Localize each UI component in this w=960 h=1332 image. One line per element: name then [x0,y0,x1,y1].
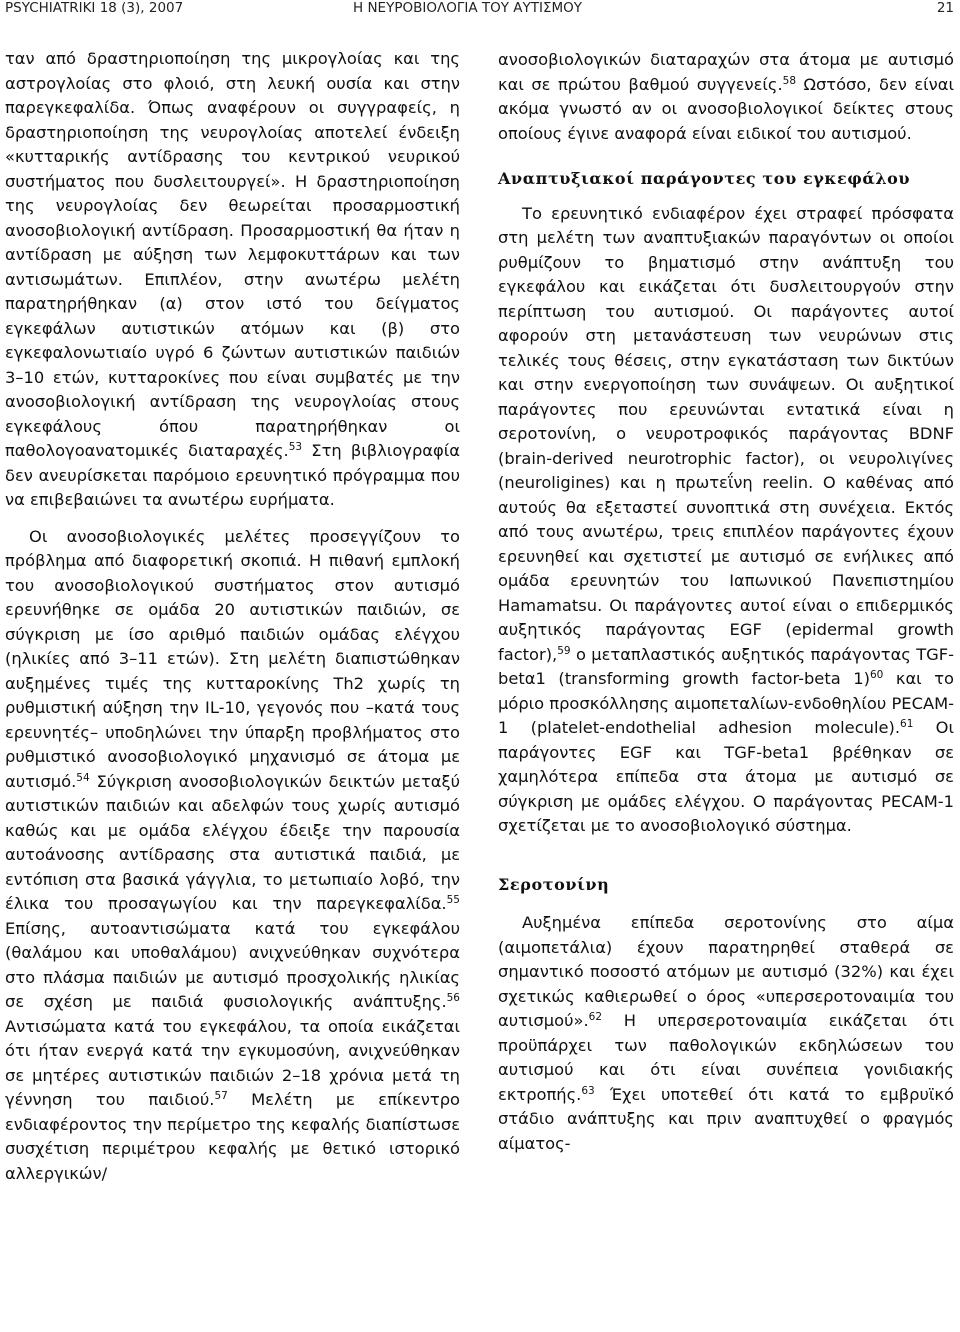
paragraph-text: Μελέτη με επίκεντρο ενδιαφέροντος την περίμετρο της κεφαλής διαπίστωσε συσχέτιση περιμέτρου κεφαλής με θετικό ιστορικό αλλεργικών/ [5,1090,461,1183]
paragraph-text: ανοσοβιολογικών διαταραχών στα άτομα με αυτισμό και σε πρώτου βαθμού συγγενείς. [498,50,954,94]
right-column [498,48,954,1156]
reference-marker: 60 [869,669,884,681]
paragraph-text: Οι ανοσοβιολογικές μελέτες προσεγγίζουν το πρόβλημα από διαφορετική σκοπιά. Η πιθανή εμπλοκή του ανοσοβιολογικού συστήματος στον αυτισμό ερευνήθηκε σε ομάδα 20 αυτιστικών παιδιών, σε σύγκριση με ίσο αριθμό παιδιών ομάδας ελέγχου (ηλικίες από 3–11 ετών). Στη μελέτη διαπιστώθηκαν αυξημένες τιμές της κυτταροκίνης Th2 χωρίς τη ρυθμιστική αύξηση την IL-10, γεγονός που –κατά τους ερευνητές– υποδηλώνει την ύπαρξη προβλήματος στο ρυθμιστικό ανοσοβιολογικό μηχανισμό σε άτομα με αυτισμό. [5,526,460,791]
paragraph-text: Η υπερσεροτοναιμία εικάζεται ότι προϋπάρχει των παθολογικών εκδηλώσεων του αυτισμού και ότι είναι συνέπεια γονιδιακής εκτροπής. [498,1011,954,1104]
paragraph-text: Οι παράγοντες EGF και TGF-beta1 βρέθηκαν σε χαμηλότερα επίπεδα στα άτομα με αυτισμό σε σύγκριση με ομάδες ελέγχου. Ο παράγοντας PECAM-1 σχετίζεται με το ανοσοβιολογικό σύστημα. [498,718,954,835]
page-number: 21 [936,0,954,16]
paragraph-immunology [5,525,460,1187]
paragraph-text: ταν από δραστηριοποίηση της μικρογλοίας και της αστρογλοίας στο φλοιό, στη λευκή ουσία και στην παρεγκεφαλίδα. Όπως αναφέρουν οι συγγραφείς, η δραστηριοποίηση της νευρογλοίας αποτελεί ένδειξη «κυτταρικής αντίδρασης του κεντρικού νευρικού συστήματος που δυσλειτουργεί». Η δραστηριοποίηση της νευρογλοίας δεν θεωρείται προσαρμοστική ανοσοβιολογική αντίδραση. Προσαρμοστική θα ήταν η αντίδραση με αύξηση των λεμφοκυττάρων και των αντισωμάτων. Επιπλέον, στην ανωτέρω μελέτη παρατηρήθηκαν (α) στον ιστό του δείγματος εγκεφάλων αυτιστικών ατόμων και (β) στο εγκεφαλονωτιαίο υγρό 6 ζώντων αυτιστικών παιδιών 3–10 ετών, κυτταροκίνες που είναι συμβατές με την ανοσοβιολογική αντίδραση της νευρογλοίας στους εγκεφάλους όπου παρατηρήθηκαν οι παθολογοανατομικές διαταραχές. [5,49,460,460]
reference-marker: 59 [557,644,571,657]
paragraph-text: Ωστόσο, δεν είναι ακόμα γνωστό αν οι ανοσοβιολογικοί δείκτες στους οποίους έγινε αναφορά είναι ειδικοί του αυτισμού. [498,74,954,143]
paragraph-text: Επίσης, αυτοαντισώματα κατά του εγκεφάλου (θαλάμου και υποθαλάμου) ανιχνεύθηκαν συχνότερα στο πλάσμα παιδιών με αυτισμό προσχολικής ηλικίας σε σχέση με παιδιά φυσιολογικής ανάπτυξης. [5,918,460,1011]
reference-marker: 54 [76,771,90,784]
paragraph-text: και το μόριο προσκόλλησης αιμοπεταλίων-ενδοθηλίου PECAM-1 (platelet-endothelial adhesion molecule). [498,669,955,737]
paragraph-text: ο μεταπλαστικός αυξητικός παράγοντας TGF-betα1 (transforming growth factor-beta 1) [498,644,954,688]
left-column [5,47,460,1186]
reference-marker: 58 [782,74,797,87]
paragraph-glia [5,47,460,513]
journal-citation: PSYCHIATRIKI 18 (3), 2007 [5,0,184,16]
section-heading-serotonin: Σεροτονίνη [498,874,610,894]
paragraph-serotonin [498,911,954,1156]
reference-marker: 55 [446,894,460,906]
running-header [0,0,960,22]
reference-marker: 63 [581,1084,595,1097]
reference-marker: 53 [288,441,303,453]
paragraph-text: Σύγκριση ανοσοβιολογικών δεικτών μεταξύ αυτιστικών παιδιών και αδελφών τους χωρίς αυτισμό καθώς και με ομάδα ελέγχου έδειξε την παρουσία αυτοάνοσης αντίδρασης στα αυτιστικά παιδιά, με εντόπιση στα βασικά γάγγλια, το μετωπιαίο λοβό, την έλικα του προσαγωγίου και την παρεγκεφαλίδα. [5,771,460,913]
paragraph-text: Αυξημένα επίπεδα σεροτονίνης στο αίμα (αιμοπετάλια) έχουν παρατηρηθεί σταθερά σε σημαντικό ποσοστό ατόμων με αυτισμό (32%) και έχει σχετικώς καθιερωθεί ο όρος «υπερσεροτοναιμία του αυτισμού». [498,913,954,1030]
reference-marker: 56 [446,992,460,1004]
paragraph-text: Αντισώματα κατά του εγκεφάλου, τα οποία εικάζεται ότι ήταν ενεργά κατά την εγκυμοσύνη, ανιχνεύθηκαν σε μητέρες αυτιστικών παιδιών 2–18 χρόνια μετά τη γέννηση του παιδιού. [5,1016,460,1109]
reference-marker: 61 [900,718,914,730]
running-title: Η ΝΕΥΡΟΒΙΟΛΟΓΙΑ ΤΟΥ ΑΥΤΙΣΜΟΥ [353,0,583,16]
paragraph-continued [498,48,954,146]
paragraph-text: Έχει υποτεθεί ότι κατά το εμβρυϊκό στάδιο ανάπτυξης και πριν αναπτυχθεί ο φραγμός αίματος- [498,1084,954,1153]
paragraph-text: Στη βιβλιογραφία δεν ανευρίσκεται παρόμοιο ερευνητικό πρόγραμμα που να επιβεβαιώνει τα ανωτέρω ευρήματα. [5,441,460,509]
reference-marker: 57 [214,1090,228,1102]
paragraph-growth-factors [498,202,954,839]
reference-marker: 62 [588,1011,603,1023]
paragraph-text: Το ερευνητικό ενδιαφέρον έχει στραφεί πρόσφατα στη μελέτη των αναπτυξιακών παραγόντων οι οποίοι ρυθμίζουν το βηματισμό στην ανάπτυξη του εγκεφάλου και εικάζεται ότι δυσλειτουργούν στην περίπτωση του αυτισμού. Οι παράγοντες αυτοί αφορούν στη μετανάστευση των νευρώνων στις τελικές τους θέσεις, στην εγκατάσταση των δικτύων και στην ενεργοποίηση των συνάψεων. Οι αυξητικοί παράγοντες που ερευνώνται εντατικά είναι η σεροτονίνη, ο νευροτροφικός παράγοντας BDNF (brain-derived neurotrophic factor), οι νευρολιγίνες (neuroligines) και η πρωτεΐνη reelin. Ο καθένας από αυτούς θα εξεταστεί συνοπτικά στη συνέχεια. Εκτός από τους ανωτέρω, τρεις επιπλέον παράγοντες έχουν ερευνηθεί και σχετιστεί με αυτισμό σε ενήλικες από ομάδα ερευνητών του Ιαπωνικού Πανεπιστημίου Hamamatsu. Οι παράγοντες αυτοί είναι ο επιδερμικός αυξητικός παράγοντας EGF (epidermal growth factor), [498,203,954,664]
section-heading-growth-factors: Αναπτυξιακοί παράγοντες του εγκεφάλου [498,169,911,188]
